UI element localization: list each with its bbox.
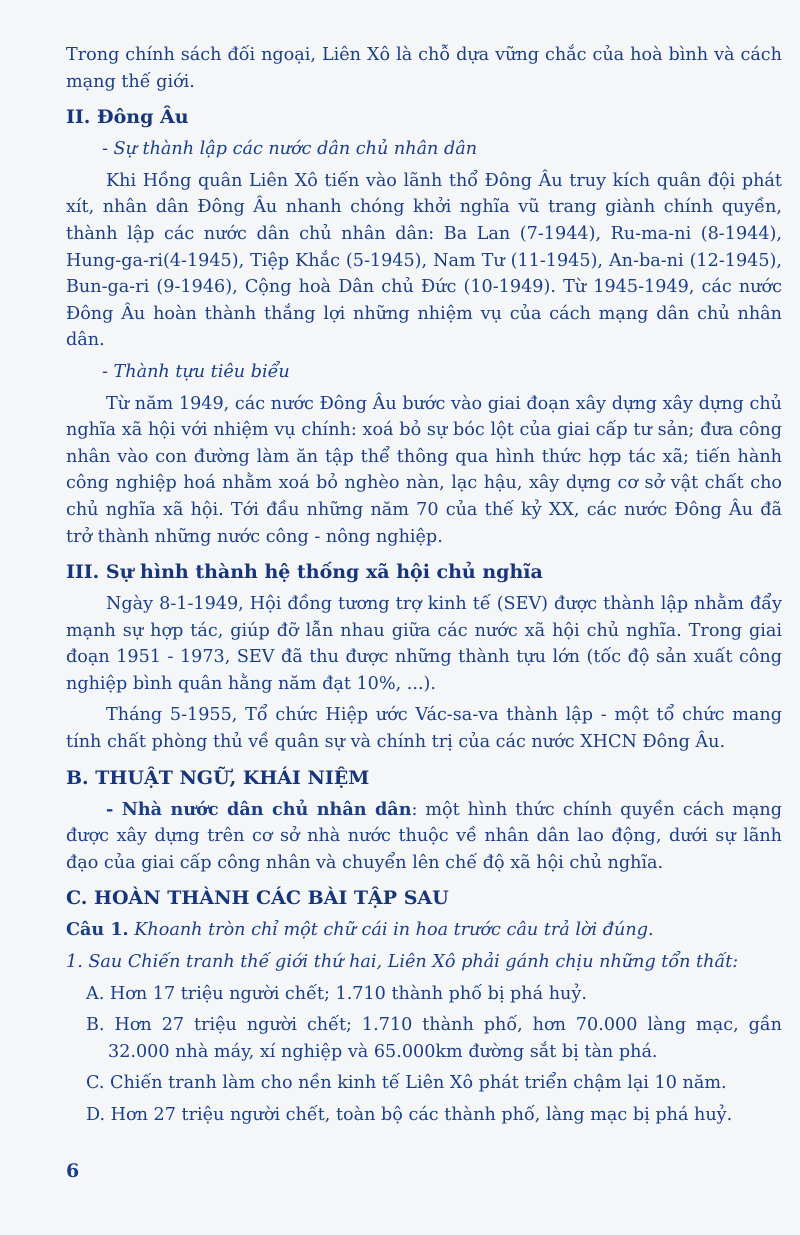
term-text: : một hình thức chính quyền cách mạng được xây dựng trên cơ sở nhà nước thuộc về nhân dân lao động, dưới sự lãnh đạo của giai cấp công nhân và chuyển lên chế độ xã hội chủ nghĩa. xyxy=(66,799,782,873)
page-content xyxy=(66,42,782,1129)
section-3-heading: III. Sự hình thành hệ thống xã hội chủ nghĩa xyxy=(66,561,543,584)
section-2-heading: II. Đông Âu xyxy=(66,106,189,129)
section-c-heading: C. HOÀN THÀNH CÁC BÀI TẬP SAU xyxy=(66,887,449,910)
section-2-paragraph-1: Khi Hồng quân Liên Xô tiến vào lãnh thổ Đông Âu truy kích quân đội phát xít, nhân dân Đông Âu nhanh chóng khởi nghĩa vũ trang giành chính quyền, thành lập các nước dân chủ nhân dân: Ba Lan (7-1944), Ru-ma-ni (8-1944), Hung-ga-ri(4-1945), Tiệp Khắc (5-1945), Nam Tư (11-1945), An-ba-ni (12-1945), Bun-ga-ri (9-1946), Cộng hoà Dân chủ Đức (10-1949). Từ 1945-1949, các nước Đông Âu hoàn thành thắng lợi những nhiệm vụ của cách mạng dân chủ nhân dân. xyxy=(66,170,782,351)
option-b: B. Hơn 27 triệu người chết; 1.710 thành phố, hơn 70.000 làng mạc, gần 32.000 nhà máy, xí nghiệp và 65.000km đường sắt bị tàn phá. xyxy=(86,1015,782,1062)
question-1-stem: 1. Sau Chiến tranh thế giới thứ hai, Liên Xô phải gánh chịu những tổn thất: xyxy=(66,952,739,973)
option-d: D. Hơn 27 triệu người chết, toàn bộ các thành phố, làng mạc bị phá huỷ. xyxy=(86,1105,733,1125)
option-a: A. Hơn 17 triệu người chết; 1.710 thành phố bị phá huỷ. xyxy=(86,983,587,1004)
section-3-paragraph-1: Ngày 8-1-1949, Hội đồng tương trợ kinh tế (SEV) được thành lập nhằm đẩy mạnh sự hợp tác, giúp đỡ lẫn nhau giữa các nước xã hội chủ nghĩa. Trong giai đoạn 1951 - 1973, SEV đã thu được những thành tựu lớn (tốc độ sản xuất công nghiệp bình quân hằng năm đạt 10%, ...). xyxy=(66,594,782,694)
intro-paragraph: Trong chính sách đối ngoại, Liên Xô là chỗ dựa vững chắc của hoà bình và cách mạng thế giới. xyxy=(66,45,782,92)
term-name: - Nhà nước dân chủ nhân dân xyxy=(106,798,412,820)
question-instruction xyxy=(66,917,782,944)
term-definition xyxy=(66,797,782,877)
section-2-subheading-2: - Thành tựu tiêu biểu xyxy=(102,361,290,382)
question-label: Câu 1. xyxy=(66,919,129,941)
page-number: 6 xyxy=(66,1160,80,1182)
option-c: C. Chiến tranh làm cho nền kinh tế Liên Xô phát triển chậm lại 10 năm. xyxy=(86,1073,727,1094)
section-3-paragraph-2: Tháng 5-1955, Tổ chức Hiệp ước Vác-sa-va thành lập - một tổ chức mang tính chất phòng thủ về quân sự và chính trị của các nước XHCN Đông Âu. xyxy=(66,705,782,753)
section-2-subheading-1: - Sự thành lập các nước dân chủ nhân dân xyxy=(102,139,478,160)
section-b-heading: B. THUẬT NGỮ, KHÁI NIỆM xyxy=(66,766,370,789)
question-instruction-text: Khoanh tròn chỉ một chữ cái in hoa trước câu trả lời đúng. xyxy=(128,920,654,941)
section-2-paragraph-2: Từ năm 1949, các nước Đông Âu bước vào giai đoạn xây dựng xây dựng chủ nghĩa xã hội với nhiệm vụ chính: xoá bỏ sự bóc lột của giai cấp tư sản; đưa công nhân vào con đường làm ăn tập thể thông qua hình thức hợp tác xã; tiến hành công nghiệp hoá nhằm xoá bỏ nghèo nàn, lạc hậu, xây dựng cơ sở vật chất cho chủ nghĩa xã hội. Tới đầu những năm 70 của thế kỷ XX, các nước Đông Âu đã trở thành những nước công - nông nghiệp. xyxy=(66,393,782,547)
